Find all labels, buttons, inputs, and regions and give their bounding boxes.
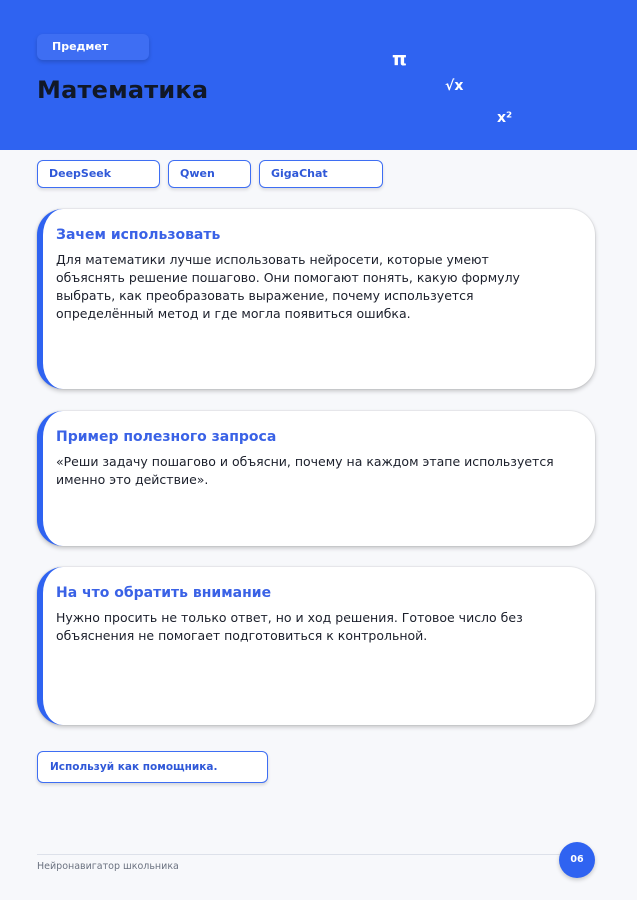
card-title: Пример полезного запроса (56, 429, 277, 445)
card-attention (37, 567, 595, 725)
card-title: На что обратить внимание (56, 585, 272, 601)
card-body: Нужно просить не только ответ, но и ход решения. Готовое число без объяснения не помогает подготовиться к контрольной. (56, 610, 523, 643)
footer-text: Нейронавигатор школьника (37, 861, 179, 872)
page-title: Математика (37, 76, 209, 104)
chip-gigachat: GigaChat (259, 160, 383, 188)
pi-icon: π (392, 48, 408, 70)
footer-divider (37, 854, 561, 855)
subject-tag: Предмет (37, 34, 149, 60)
tip-note: Используй как помощника. (37, 751, 268, 783)
card-body: «Реши задачу пошагово и объясни, почему на каждом этапе используется именно это действие». (56, 454, 554, 487)
square-icon: x² (497, 110, 513, 126)
square-root-icon: √x (445, 78, 464, 94)
card-prompt-example (37, 411, 595, 546)
chip-qwen: Qwen (168, 160, 251, 188)
page-number-badge: 06 (559, 842, 595, 878)
card-body: Для математики лучше использовать нейросети, которые умеют объяснять решение пошагово. Они помогают понять, какую формулу выбрать, как преобразовать выражение, почему используется определённый метод и где могла появиться ошибка. (56, 252, 520, 321)
header-banner (0, 0, 637, 150)
card-why-use (37, 209, 595, 389)
card-title: Зачем использовать (56, 227, 221, 243)
chip-deepseek: DeepSeek (37, 160, 160, 188)
